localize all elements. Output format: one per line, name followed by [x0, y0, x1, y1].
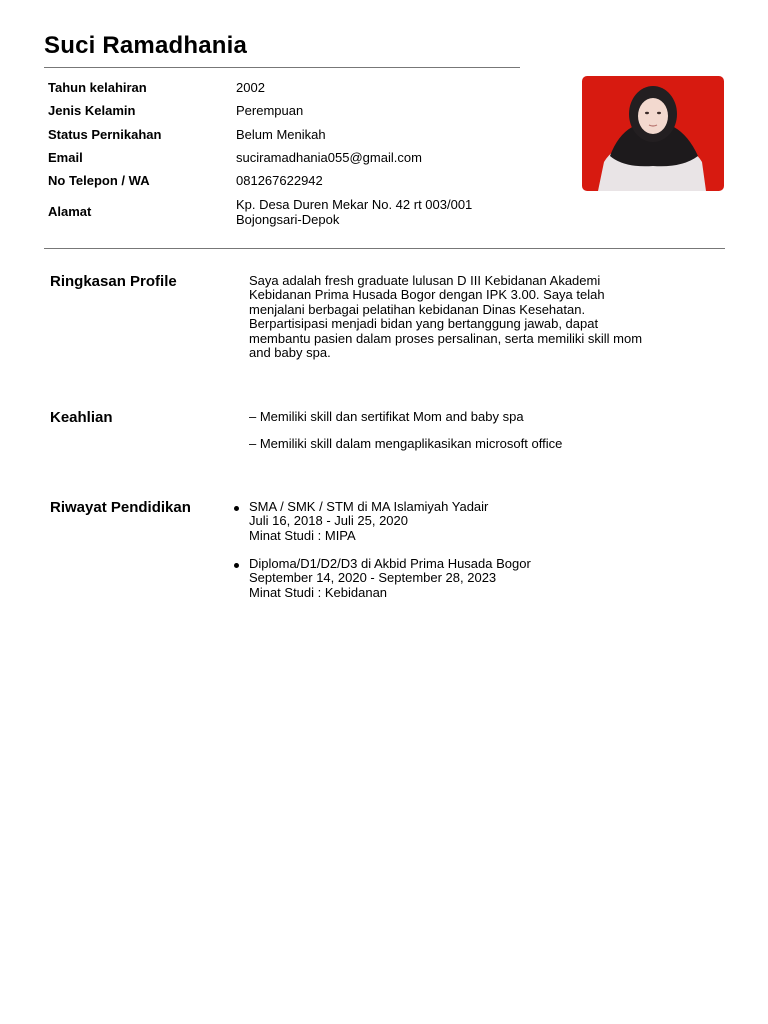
- education-section-title: Riwayat Pendidikan: [50, 499, 191, 516]
- info-label: Tahun kelahiran: [48, 80, 147, 95]
- skill-item: – Memiliki skill dalam mengaplikasikan microsoft office: [249, 436, 563, 451]
- profile-line: menjalani berbagai pelatihan kebidanan Dinas Kesehatan.: [249, 301, 586, 317]
- info-row-marital-status: [48, 127, 568, 147]
- name-divider: [44, 67, 520, 68]
- info-value: suciramadhania055@gmail.com: [236, 150, 422, 165]
- education-item: [249, 557, 531, 600]
- info-value: 081267622942: [236, 173, 323, 188]
- person-silhouette-icon: [582, 76, 724, 191]
- info-row-gender: [48, 103, 568, 123]
- profile-line: Kebidanan Prima Husada Bogor dengan IPK 3.00. Saya telah: [249, 287, 605, 303]
- education-study: Minat Studi : MIPA: [249, 527, 356, 543]
- bullet-icon: [234, 506, 239, 511]
- info-value-line: Kp. Desa Duren Mekar No. 42 rt 003/001: [236, 197, 473, 212]
- info-label: Alamat: [48, 204, 92, 219]
- info-value: Perempuan: [236, 103, 304, 118]
- profile-line: Berpartisipasi menjadi bidan yang bertanggung jawab, dapat: [249, 316, 599, 332]
- info-row-phone: [48, 173, 568, 193]
- info-row-address: [48, 197, 568, 229]
- education-school: SMA / SMK / STM di MA Islamiyah Yadair: [249, 499, 489, 514]
- info-label: Email: [48, 150, 83, 165]
- profile-photo: [582, 76, 724, 191]
- skills-section-title: Keahlian: [50, 409, 113, 426]
- education-period: September 14, 2020 - September 28, 2023: [249, 570, 497, 586]
- education-item: [249, 500, 488, 543]
- profile-line: Saya adalah fresh graduate lulusan D III Kebidanan Akademi: [249, 273, 601, 288]
- cv-name: Suci Ramadhania: [44, 32, 248, 59]
- info-label: No Telepon / WA: [48, 173, 150, 188]
- profile-line: membantu pasien dalam proses persalinan, serta memiliki skill mom: [249, 330, 643, 346]
- info-value-line: Bojongsari-Depok: [236, 212, 340, 227]
- profile-summary: [249, 274, 719, 360]
- skill-item: – Memiliki skill dan sertifikat Mom and baby spa: [249, 409, 524, 424]
- info-value: 2002: [236, 80, 265, 95]
- section-divider: [44, 248, 725, 249]
- info-row-email: [48, 150, 568, 170]
- info-row-birth-year: [48, 80, 568, 100]
- profile-line: and baby spa.: [249, 345, 331, 361]
- education-period: Juli 16, 2018 - Juli 25, 2020: [249, 513, 408, 529]
- info-value: Belum Menikah: [236, 127, 326, 142]
- education-study: Minat Studi : Kebidanan: [249, 584, 388, 600]
- profile-section-title: Ringkasan Profile: [50, 273, 177, 290]
- info-label: Status Pernikahan: [48, 127, 162, 142]
- bullet-icon: [234, 563, 239, 568]
- info-label: Jenis Kelamin: [48, 103, 136, 118]
- education-school: Diploma/D1/D2/D3 di Akbid Prima Husada Bogor: [249, 556, 531, 571]
